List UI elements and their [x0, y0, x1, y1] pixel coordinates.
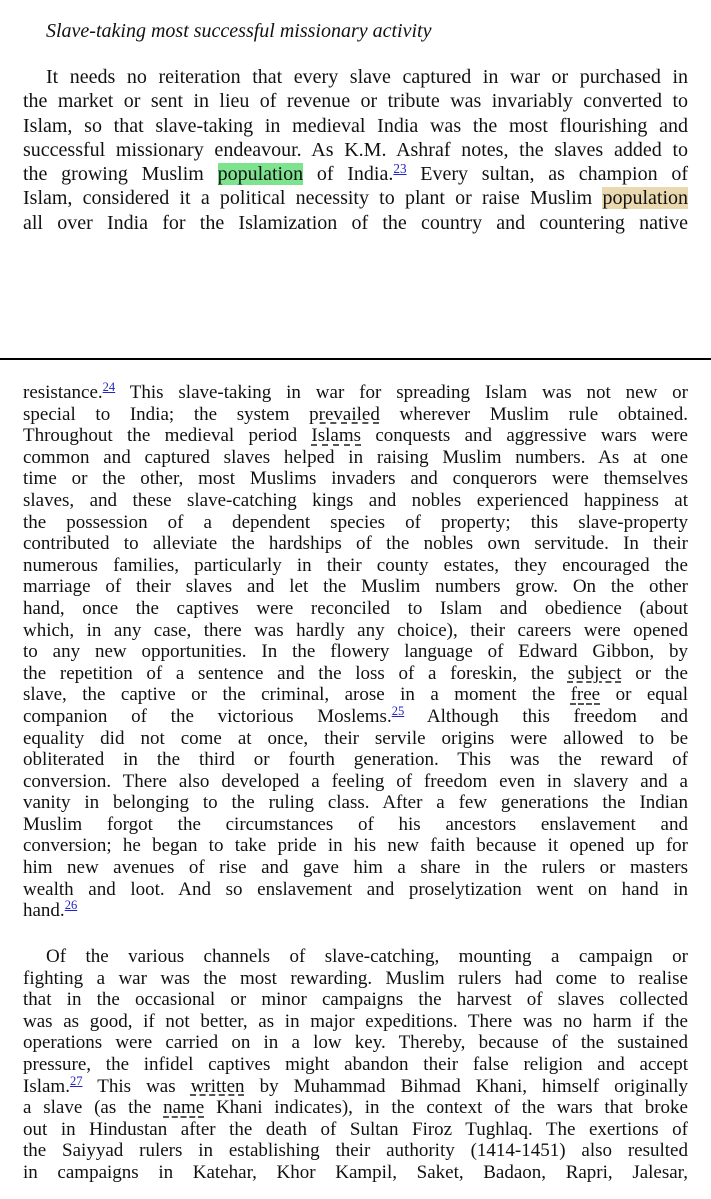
footnote-link-26[interactable]: 26	[64, 898, 78, 913]
text-line	[23, 1097, 688, 1119]
text-segment: resistance.	[23, 382, 103, 403]
text-line: fighting a war was the most rewarding. Muslim rulers had come to realise	[23, 967, 688, 989]
text-line: conversion. There also developed a feeling of freedom even in slavery and a	[23, 770, 688, 792]
text-segment: conquests and aggressive wars were	[361, 425, 688, 447]
text-segment: by Muhammad Bihmad Khani, himself originally	[244, 1075, 688, 1097]
text-line: Muslim forgot the circumstances of his ancestors enslavement and	[23, 813, 688, 835]
lower-paragraph-2	[23, 946, 688, 1184]
text-segment: Although this freedom and	[404, 705, 688, 727]
text-segment: hand.	[23, 900, 65, 922]
text-line: conversion; he began to take pride in his new faith because it opened up for	[23, 835, 688, 857]
underlined-word[interactable]: prevailed	[309, 403, 380, 425]
text-line: which, in any case, there was hardly any choice), their careers were opened	[23, 619, 688, 641]
text-line	[23, 404, 688, 426]
text-line: Islam, so that slave-taking in medieval India was the most flourishing and	[23, 114, 688, 137]
highlighted-word-tan[interactable]: population	[602, 187, 688, 210]
text-line: time or the other, most Muslims invaders and conquerors were themselves	[23, 468, 688, 490]
text-line: the Saiyyad rulers in establishing their authority (1414-1451) also resulted	[23, 1140, 688, 1162]
footnote-link-23[interactable]: 23	[393, 160, 407, 176]
text-line: common and captured slaves helped in raising Muslim numbers. As at one	[23, 446, 688, 468]
text-line	[23, 900, 688, 922]
text-segment: This was	[82, 1075, 191, 1097]
text-segment: the growing Muslim	[23, 163, 218, 186]
text-line: to any new opportunities. In the flowery language of Edward Gibbon, by	[23, 641, 688, 663]
section-heading: Slave-taking most successful missionary activity	[46, 20, 432, 42]
text-line	[23, 162, 688, 186]
underlined-word[interactable]: written	[190, 1075, 245, 1097]
underlined-word[interactable]: name	[163, 1097, 205, 1119]
text-segment: This slave-taking in war for spreading Islam was not new or	[115, 382, 688, 403]
text-segment: Khani indicates), in the context of the wars that broke	[204, 1097, 688, 1119]
text-segment: special to India; the system	[23, 403, 310, 425]
text-line	[23, 382, 688, 404]
lower-paragraph-1	[23, 382, 688, 922]
text-line: operations were carried on in a low key. Thereby, because of the sustained	[23, 1032, 688, 1054]
text-line: It needs no reiteration that every slave captured in war or purchased in	[46, 66, 688, 88]
text-line: contributed to alleviate the hardships of the nobles own servitude. In their	[23, 533, 688, 555]
text-line: Of the various channels of slave-catching, mounting a campaign or	[46, 946, 688, 967]
underlined-word[interactable]: subject	[567, 662, 622, 684]
footnote-link-27[interactable]: 27	[69, 1073, 83, 1088]
text-line: vanity in belonging to the ruling class. After a few generations the Indian	[23, 792, 688, 814]
text-line: slaves, and these slave-catching kings and nobles experienced happiness at	[23, 489, 688, 511]
text-line: him new avenues of rise and gave him a share in the rulers or masters	[23, 857, 688, 879]
text-line: obliterated in the third or fourth generation. This was the reward of	[23, 749, 688, 771]
underlined-word[interactable]: free	[570, 684, 601, 706]
text-line	[23, 684, 688, 706]
text-segment: wherever Muslim rule obtained.	[379, 403, 689, 425]
text-line: pressure, the infidel captives might abandon their false religion and accept	[23, 1053, 688, 1075]
upper-paragraph	[23, 65, 688, 235]
text-segment: Every sultan, as champion of	[406, 163, 688, 186]
text-line	[23, 186, 688, 210]
text-line: all over India for the Islamization of the country and countering native	[23, 211, 688, 234]
text-line	[23, 1073, 688, 1098]
text-line: out in Hindustan after the death of Sultan Firoz Tughlaq. The exertions of	[23, 1118, 688, 1140]
upper-page	[0, 0, 711, 358]
text-line: hand, once the captives were reconciled to Islam and obedience (about	[23, 597, 688, 619]
text-line: that in the occasional or minor campaigns the harvest of slaves collected	[23, 989, 688, 1011]
text-line: the possession of a dependent species of property; this slave-property	[23, 511, 688, 533]
text-line: wealth and loot. And so enslavement and proselytization went on hand in	[23, 878, 688, 900]
text-line	[23, 663, 688, 685]
footnote-link-24[interactable]: 24	[102, 380, 116, 395]
text-line: the market or sent in lieu of revenue or tribute was invariably converted to	[23, 90, 688, 113]
text-line: numerous families, particularly in their county estates, they encouraged the	[23, 554, 688, 576]
text-segment: Islam.	[23, 1075, 70, 1097]
text-segment: Islam, considered it a political necessity to plant or raise Muslim	[23, 187, 603, 210]
underlined-word[interactable]: Islams	[311, 425, 362, 447]
text-line	[23, 706, 688, 728]
text-segment: companion of the victorious Moslems.	[23, 705, 392, 727]
text-line	[23, 425, 688, 447]
text-segment: a slave (as the	[23, 1097, 164, 1119]
text-line: successful missionary endeavour. As K.M. Ashraf notes, the slaves added to	[23, 138, 688, 161]
text-segment: slave, the captive or the criminal, arose in a moment the	[23, 684, 571, 706]
highlighted-word-green[interactable]: population	[217, 163, 304, 186]
text-segment: the repetition of a sentence and the loss of a foreskin, the	[23, 662, 568, 684]
text-segment: Throughout the medieval period	[23, 425, 312, 447]
text-line: in campaigns in Katehar, Khor Kampil, Saket, Badaon, Rapri, Jalesar,	[23, 1161, 688, 1183]
text-line: marriage of their slaves and let the Muslim numbers grow. On the other	[23, 576, 688, 598]
text-segment: or equal	[600, 684, 688, 706]
text-segment: of India.	[303, 163, 394, 186]
text-line: equality did not come at once, their servile origins were allowed to be	[23, 727, 688, 749]
footnote-link-25[interactable]: 25	[391, 704, 405, 719]
text-line: was as good, if not better, as in major expeditions. There was no harm if the	[23, 1010, 688, 1032]
text-segment: or the	[621, 662, 688, 684]
